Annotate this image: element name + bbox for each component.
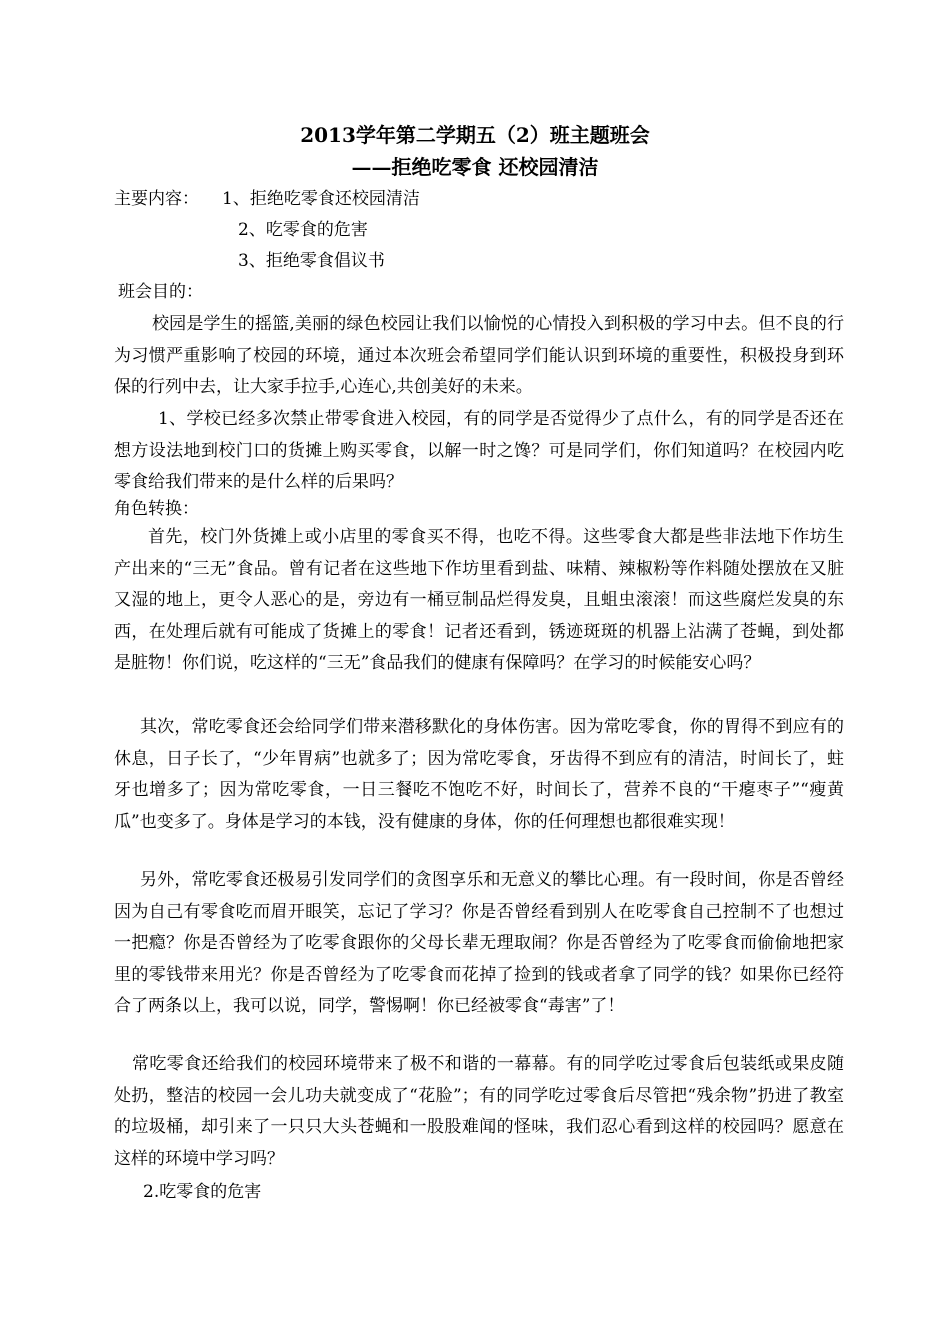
body-paragraph: 首先，校门外货摊上或小店里的零食买不得，也吃不得。这些零食大都是些非法地下作坊生产出来的“三无”食品。曾有记者在这些地下作坊里看到盐、味精、辣椒粉等作料随处摆放在又脏又湿的地上，更令人恶心的是，旁边有一桶豆制品烂得发臭，且蛆虫滚滚！而这些腐烂发臭的东西，在处理后就有可能成了货摊上的零食！记者还看到，锈迹斑斑的机器上沾满了苍蝇，到处都是脏物！你们说，吃这样的“三无”食品我们的健康有保障吗？在学习的时候能安心吗？ xyxy=(114,527,844,674)
content-item: 2、吃零食的危害 xyxy=(238,220,368,240)
section2-heading: 2.吃零食的危害 xyxy=(143,1182,262,1202)
section1-paragraph: 1、学校已经多次禁止带零食进入校园，有的同学是否觉得少了点什么，有的同学是否还在想方设法地到校门口的货摊上购买零食，以解一时之馋？可是同学们，你们知道吗？在校园内吃零食给我们带来的是什么样的后果吗？ xyxy=(114,409,844,493)
document-subtitle: ——拒绝吃零食 还校园清洁 xyxy=(351,155,599,179)
body-paragraph: 其次，常吃零食还会给同学们带来潜移默化的身体伤害。因为常吃零食，你的胃得不到应有的休息，日子长了，“少年胃病”也就多了；因为常吃零食，牙齿得不到应有的清洁，时间长了，蛀牙也增多了；因为常吃零食，一日三餐吃不饱吃不好，时间长了，营养不良的“干瘪枣子”“瘦黄瓜”也变多了。身体是学习的本钱，没有健康的身体，你的任何理想也都很难实现！ xyxy=(114,717,844,832)
purpose-label: 班会目的： xyxy=(118,282,203,302)
document-title: 2013学年第二学期五（2）班主题班会 xyxy=(300,123,650,147)
body-paragraph: 另外，常吃零食还极易引发同学们的贪图享乐和无意义的攀比心理。有一段时间，你是否曾经因为自己有零食吃而眉开眼笑，忘记了学习？你是否曾经看到别人在吃零食自己控制不了也想过一把瘾？你是否曾经为了吃零食跟你的父母长辈无理取闹？你是否曾经为了吃零食而偷偷地把家里的零钱带来用光？你是否曾经为了吃零食而花掉了捡到的钱或者拿了同学的钱？如果你已经符合了两条以上，我可以说，同学，警惕啊！你已经被零食“毒害”了！ xyxy=(114,870,844,1017)
role-label: 角色转换： xyxy=(114,499,199,519)
body-paragraph: 常吃零食还给我们的校园环境带来了极不和谐的一幕幕。有的同学吃过零食后包装纸或果皮随处扔，整洁的校园一会儿功夫就变成了“花脸”；有的同学吃过零食后尽管把“残余物”扔进了教室的垃圾桶，却引来了一只只大头苍蝇和一股股难闻的怪味，我们忍心看到这样的校园吗？愿意在这样的环境中学习吗？ xyxy=(114,1054,844,1169)
content-item: 1、拒绝吃零食还校园清洁 xyxy=(222,189,420,209)
purpose-paragraph: 校园是学生的摇篮,美丽的绿色校园让我们以愉悦的心情投入到积极的学习中去。但不良的行为习惯严重影响了校园的环境，通过本次班会希望同学们能认识到环境的重要性，积极投身到环保的行列中去，让大家手拉手,心连心,共创美好的未来。 xyxy=(114,314,844,398)
content-label: 主要内容： xyxy=(114,189,199,209)
content-item: 3、拒绝零食倡议书 xyxy=(238,251,385,271)
